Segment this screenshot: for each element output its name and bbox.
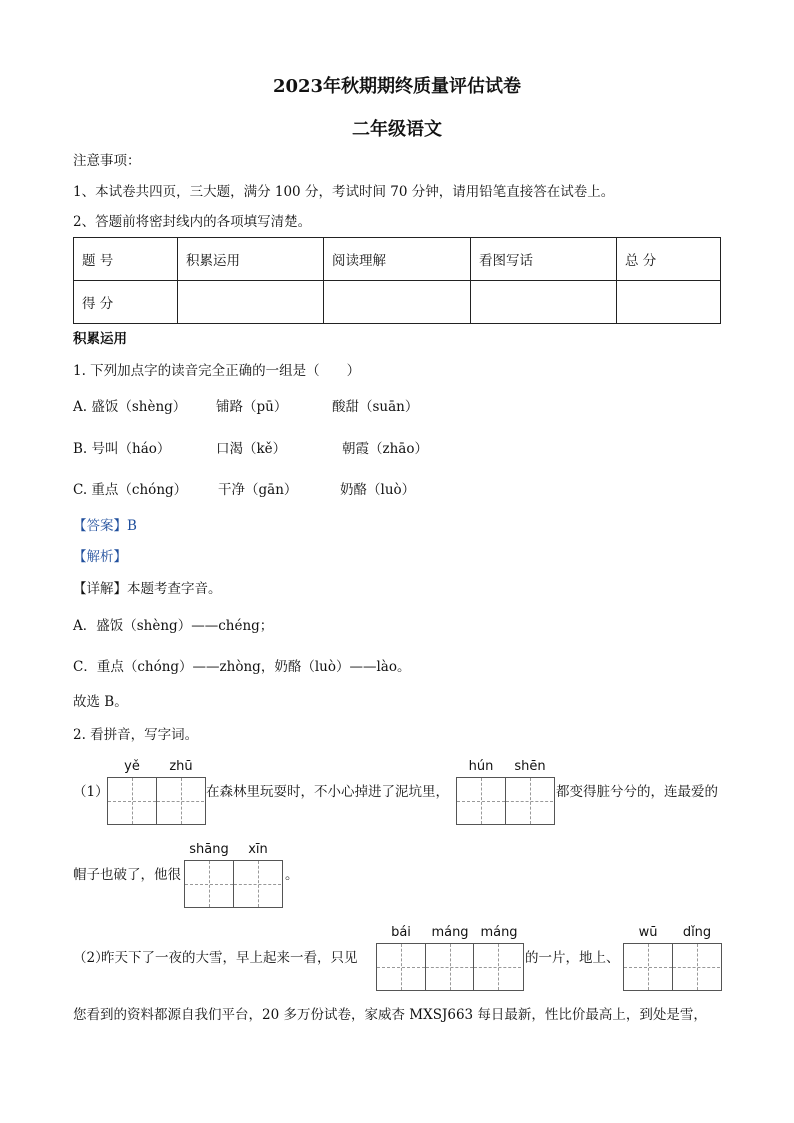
writing-cell[interactable] (185, 861, 233, 907)
pinyin-mang-2: máng (480, 925, 518, 940)
writing-cell[interactable] (377, 944, 425, 990)
header-accumulation: 积累运用 (178, 238, 324, 281)
q1-stem: 1. 下列加点字的读音完全正确的一组是（ ） (73, 363, 361, 379)
q1-option-b-3: 朝霞（zhāo） (342, 441, 428, 457)
q1-analysis-label: 【解析】 (73, 549, 127, 565)
q1-option-a-2: 铺路（pū） (216, 399, 288, 415)
q2-part1-text-b: 都变得脏兮兮的，连最爱的 (556, 784, 718, 800)
pinyin-shen: shēn (514, 759, 546, 774)
footer-text: 您看到的资料都源自我们平台，20 多万份试卷，家威杏 MXSJ663 每日最新，性比价最高上，到处是雪， (73, 1007, 707, 1023)
writing-cell[interactable] (624, 944, 672, 990)
writing-cell[interactable] (233, 861, 281, 907)
notes-line-2: 2、答题前将密封线内的各项填写清楚。 (73, 214, 312, 230)
q2-part1-label: （1） (73, 784, 109, 800)
q1-option-c-3: 奶酪（luò） (340, 482, 416, 498)
q1-option-c-1: C. 重点（chóng） (73, 482, 188, 498)
score-cell-accumulation[interactable] (178, 281, 324, 324)
writing-cell[interactable] (672, 944, 720, 990)
page-subtitle: 二年级语文 (352, 119, 442, 140)
q1-answer: 【答案】B (73, 518, 137, 534)
pinyin-zhu: zhū (169, 759, 193, 774)
score-table (73, 237, 721, 324)
header-reading: 阅读理解 (324, 238, 471, 281)
header-total: 总 分 (617, 238, 721, 281)
q2-part1-text-c: 帽子也破了，他很 (73, 867, 181, 883)
writing-cell[interactable] (505, 778, 553, 824)
q1-option-a-1: A. 盛饭（shèng） (73, 399, 187, 415)
q1-option-a-3: 酸甜（suān） (332, 399, 419, 415)
header-picture-writing: 看图写话 (471, 238, 617, 281)
q1-explain-a: A．盛饭（shèng）——chéng； (73, 618, 274, 634)
q1-option-b-2: 口渴（kě） (216, 441, 287, 457)
section-title: 积累运用 (73, 331, 127, 347)
q1-option-b-1: B. 号叫（háo） (73, 441, 171, 457)
pinyin-hun: hún (468, 759, 494, 774)
writing-grid-wuding[interactable] (623, 943, 722, 991)
writing-grid-shangxin[interactable] (184, 860, 283, 908)
score-cell-reading[interactable] (324, 281, 471, 324)
q2-part2-text-b: 的一片，地上、 (525, 950, 620, 966)
writing-grid-baimangmang[interactable] (376, 943, 524, 991)
q1-explain-c: C．重点（chóng）——zhòng，奶酪（luò）——lào。 (73, 659, 411, 675)
q1-option-c-2: 干净（gān） (218, 482, 298, 498)
writing-grid-yezhu[interactable] (107, 777, 206, 825)
score-cell-picture-writing[interactable] (471, 281, 617, 324)
pinyin-wu: wū (638, 925, 658, 940)
pinyin-xin: xīn (248, 842, 268, 857)
row-label-score: 得 分 (74, 281, 178, 324)
score-cell-total[interactable] (617, 281, 721, 324)
pinyin-mang-1: máng (431, 925, 469, 940)
writing-cell[interactable] (425, 944, 473, 990)
pinyin-ding: dǐng (682, 925, 712, 940)
pinyin-shang: shāng (189, 842, 229, 857)
page-title: 2023年秋期期终质量评估试卷 (272, 76, 522, 97)
pinyin-bai: bái (391, 925, 411, 940)
q1-conclusion: 故选 B。 (73, 694, 128, 710)
q2-part1-text-d: 。 (285, 867, 299, 883)
q1-detail: 【详解】本题考查字音。 (73, 581, 222, 597)
score-table-header-row (74, 238, 721, 281)
header-question-number: 题 号 (74, 238, 178, 281)
q2-part1-text-a: 在森林里玩耍时，不小心掉进了泥坑里， (206, 784, 449, 800)
writing-cell[interactable] (108, 778, 156, 824)
pinyin-ye: yě (124, 759, 140, 774)
notes-line-1: 1、本试卷共四页，三大题，满分 100 分，考试时间 70 分钟，请用铅笔直接答在试卷上。 (73, 184, 615, 200)
score-table-score-row (74, 281, 721, 324)
q2-stem: 2. 看拼音，写字词。 (73, 727, 199, 743)
writing-grid-hunshen[interactable] (456, 777, 555, 825)
q2-part2-label: （2） (73, 950, 109, 966)
writing-cell[interactable] (156, 778, 204, 824)
writing-cell[interactable] (457, 778, 505, 824)
q2-part2-text-a: 昨天下了一夜的大雪，早上起来一看，只见 (101, 950, 358, 966)
notes-heading: 注意事项： (73, 153, 141, 169)
writing-cell[interactable] (473, 944, 521, 990)
